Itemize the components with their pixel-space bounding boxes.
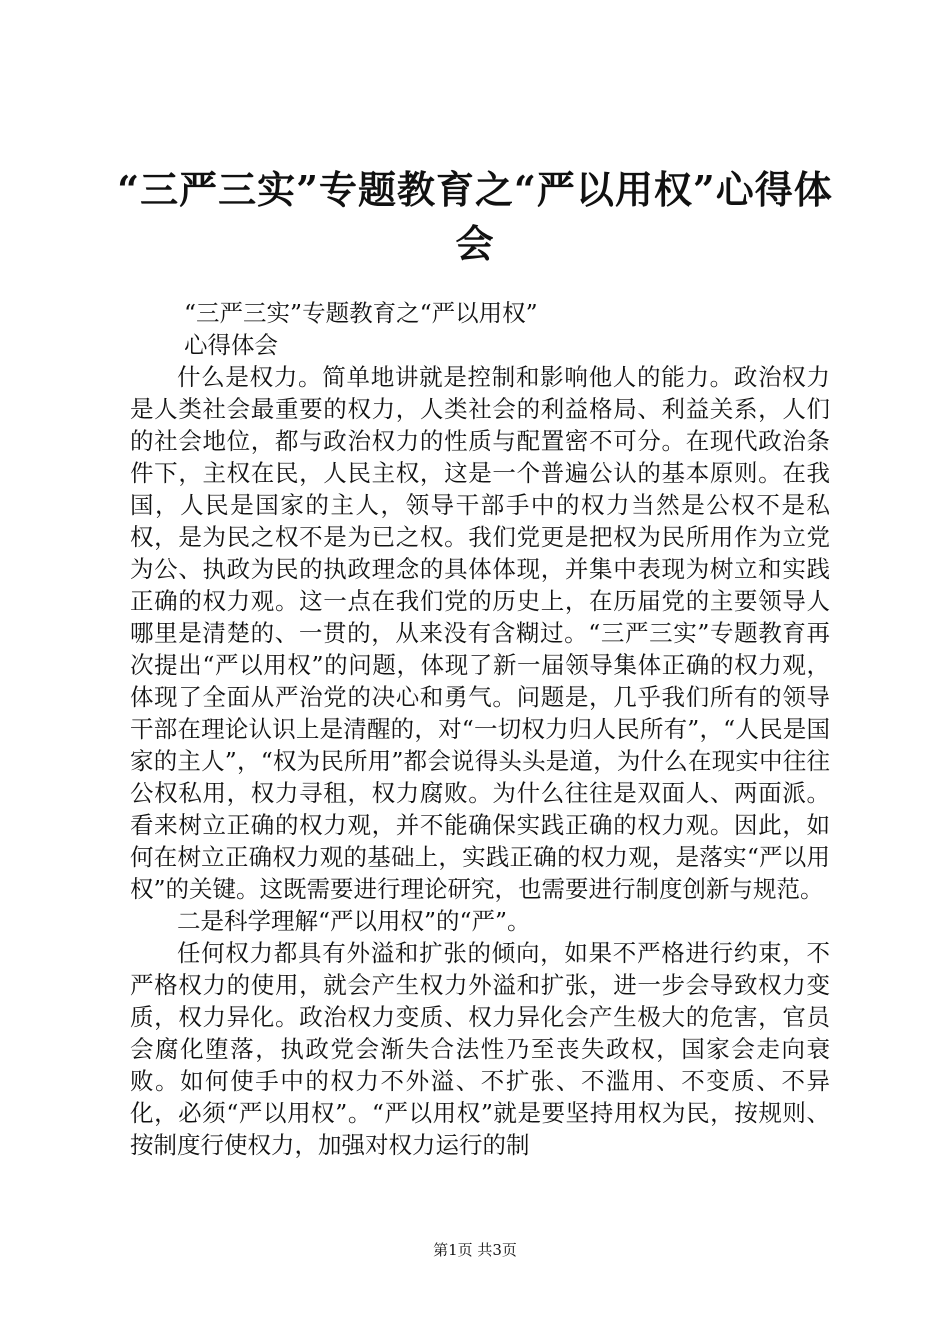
document-body <box>130 297 830 1161</box>
subtitle-line-2: 心得体会 <box>184 331 279 359</box>
document-title: “三严三实”专题教育之“严以用权”心得体会 <box>117 167 833 266</box>
paragraph-2: 二是科学理解“严以用权”的“严”。 <box>177 907 531 935</box>
subtitle-line-1: “三严三实”专题教育之“严以用权” <box>184 299 538 327</box>
paragraph-3: 任何权力都具有外溢和扩张的倾向，如果不严格进行约束，不严格权力的使用，就会产生权力外溢和扩张，进一步会导致权力变质，权力异化。政治权力变质、权力异化会产生极大的危害，官员会腐化堕落，执政党会渐失合法性乃至丧失政权，国家会走向衰败。如何使手中的权力不外溢、不扩张、不滥用、不变质、不异化，必须“严以用权”。“严以用权”就是要坚持用权为民，按规则、按制度行使权力，加强对权力运行的制 <box>130 939 830 1159</box>
paragraph-1: 什么是权力。简单地讲就是控制和影响他人的能力。政治权力是人类社会最重要的权力，人类社会的利益格局、利益关系，人们的社会地位，都与政治权力的性质与配置密不可分。在现代政治条件下，主权在民，人民主权，这是一个普遍公认的基本原则。在我国，人民是国家的主人，领导干部手中的权力当然是公权不是私权，是为民之权不是为已之权。我们党更是把权为民所用作为立党为公、执政为民的执政理念的具体体现，并集中表现为树立和实践正确的权力观。这一点在我们党的历史上，在历届党的主要领导人哪里是清楚的、一贯的，从来没有含糊过。“三严三实”专题教育再次提出“严以用权”的问题，体现了新一届领导集体正确的权力观，体现了全面从严治党的决心和勇气。问题是，几乎我们所有的领导干部在理论认识上是清醒的，对“一切权力归人民所有”，“人民是国家的主人”，“权为民所用”都会说得头头是道，为什么在现实中往往公权私用，权力寻租，权力腐败。为什么往往是双面人、两面派。看来树立正确的权力观，并不能确保实践正确的权力观。因此，如何在树立正确权力观的基础上，实践正确的权力观，是落实“严以用权”的关键。这既需要进行理论研究，也需要进行制度创新与规范。 <box>130 363 830 903</box>
page-footer: 第1页 共3页 <box>433 1241 517 1259</box>
